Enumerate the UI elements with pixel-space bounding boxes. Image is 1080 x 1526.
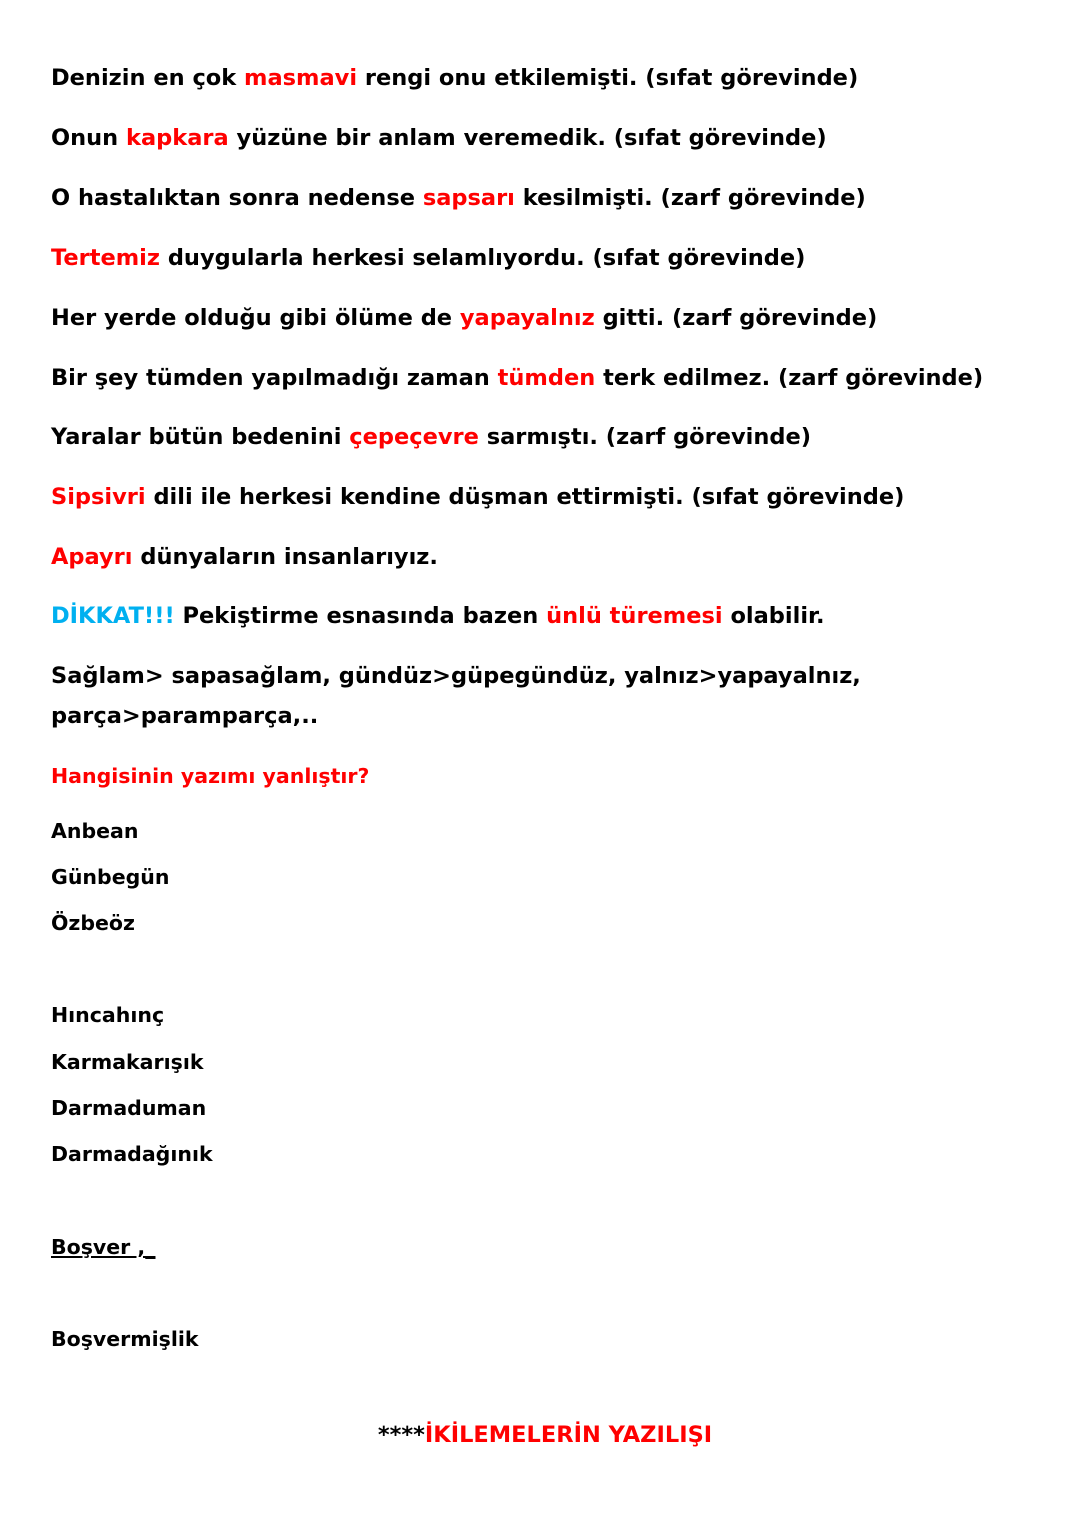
sentence-text: kesilmişti. (zarf görevinde): [514, 185, 866, 211]
bosvermislik-text: Boşvermişlik: [51, 1327, 199, 1351]
section-title-text: İKİLEMELERİN YAZILIŞI: [424, 1422, 713, 1448]
word-item: Darmaduman: [51, 1096, 207, 1120]
sentence-7: [51, 422, 811, 452]
sentence-2: [51, 123, 827, 153]
highlight-word: Apayrı: [51, 544, 133, 570]
sentence-text: dünyaların insanlarıyız.: [132, 544, 438, 570]
notice-line: [51, 601, 825, 631]
sentence-4: [51, 243, 805, 273]
sentence-text: yüzüne bir anlam veremedik. (sıfat görevinde): [228, 125, 827, 151]
sentence-text: gitti. (zarf görevinde): [594, 305, 878, 331]
highlight-word: Tertemiz: [51, 245, 160, 271]
highlight-word: ünlü türemesi: [546, 603, 723, 629]
notice-label: DİKKAT!!!: [51, 603, 175, 629]
highlight-word: Sipsivri: [51, 484, 146, 510]
highlight-word: tümden: [497, 365, 596, 391]
sentence-9: [51, 542, 438, 572]
sentence-text: O hastalıktan sonra nedense: [51, 185, 423, 211]
sentence-5: [51, 303, 877, 333]
word-item: Karmakarışık: [51, 1050, 204, 1074]
highlight-word: masmavi: [244, 65, 358, 91]
question-heading: Hangisinin yazımı yanlıştır?: [51, 764, 370, 788]
word-item: Hıncahınç: [51, 1003, 165, 1027]
highlight-word: kapkara: [126, 125, 229, 151]
word-item: Anbean: [51, 819, 139, 843]
sentence-text: dili ile herkesi kendine düşman ettirmişti. (sıfat görevinde): [145, 484, 905, 510]
notice-text: Pekiştirme esnasında bazen: [174, 603, 547, 629]
highlight-word: sapsarı: [422, 185, 515, 211]
examples-line-2: parça>paramparça,..: [51, 703, 319, 729]
sentence-text: Onun: [51, 125, 127, 151]
notice-text: olabilir.: [722, 603, 825, 629]
sentence-text: Her yerde olduğu gibi ölüme de: [51, 305, 460, 331]
sentence-1: [51, 63, 858, 93]
sentence-text: terk edilmez. (zarf görevinde): [595, 365, 984, 391]
sentence-text: Bir şey tümden yapılmadığı zaman: [51, 365, 498, 391]
sentence-3: [51, 183, 866, 213]
word-item: Günbegün: [51, 865, 170, 889]
word-item: Özbeöz: [51, 911, 135, 935]
section-title-stars: ****: [377, 1422, 425, 1448]
highlight-word: çepeçevre: [349, 424, 479, 450]
bosver-text: Boşver ,_: [51, 1235, 156, 1259]
sentence-text: rengi onu etkilemişti. (sıfat görevinde): [357, 65, 859, 91]
highlight-word: yapayalnız: [459, 305, 595, 331]
sentence-6: [51, 363, 983, 393]
section-title: [0, 1420, 1080, 1450]
sentence-text: sarmıştı. (zarf görevinde): [478, 424, 812, 450]
word-item: Darmadağınık: [51, 1142, 213, 1166]
sentence-text: Denizin en çok: [51, 65, 245, 91]
sentence-8: [51, 482, 904, 512]
examples-line-1: Sağlam> sapasağlam, gündüz>güpegündüz, yalnız>yapayalnız,: [51, 663, 861, 689]
sentence-text: duygularla herkesi selamlıyordu. (sıfat görevinde): [159, 245, 806, 271]
sentence-text: Yaralar bütün bedenini: [51, 424, 350, 450]
